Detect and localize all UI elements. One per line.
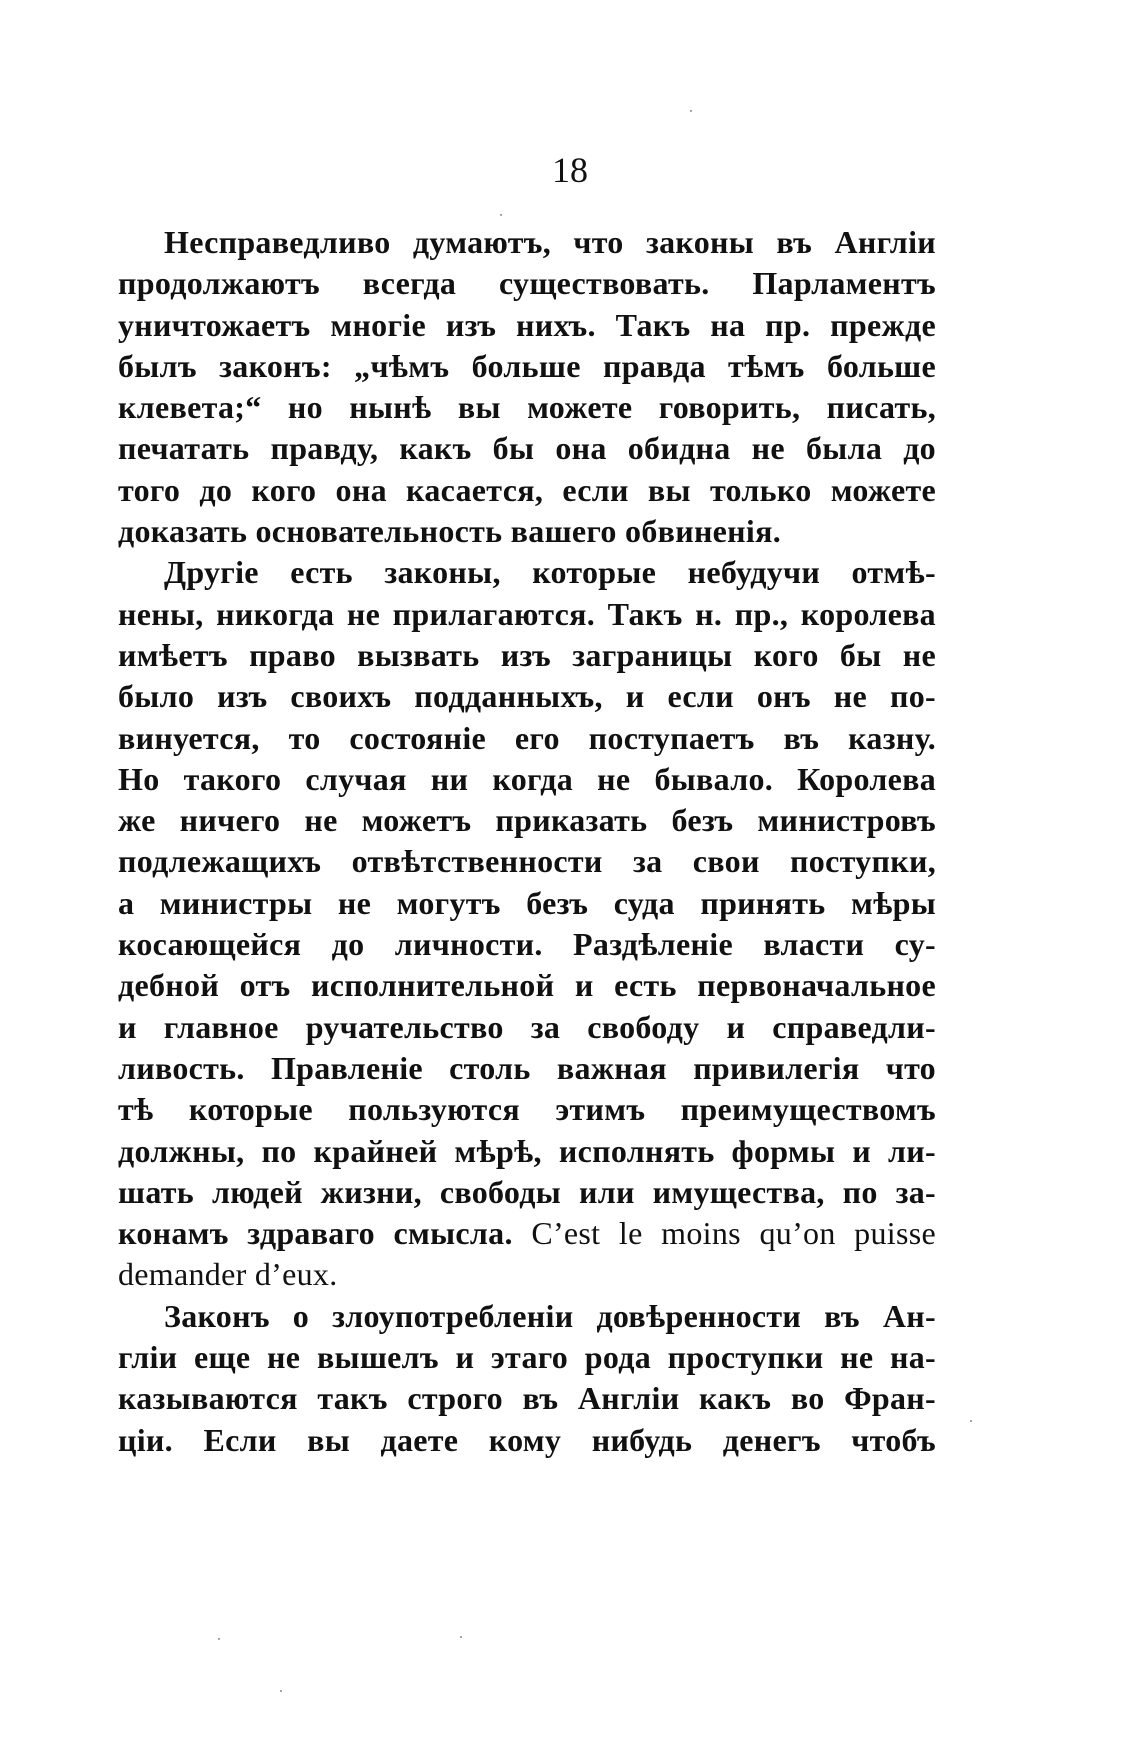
scan-speck [280, 1690, 282, 1692]
scan-speck [500, 214, 502, 216]
text-line: должны, по крайней мѣрѣ, исполнять формы и ли- [118, 1132, 936, 1169]
text-line: казываются такъ строго въ Англіи какъ во Фран- [118, 1380, 936, 1417]
text-line-mixed [118, 1213, 936, 1254]
scan-speck [460, 1636, 462, 1638]
page-number: 18 [552, 150, 588, 190]
text-line: demander d’eux. [118, 1256, 338, 1293]
text-line: ливость. Правленіе столь важная привилегія что [118, 1049, 936, 1086]
text-line: былъ законъ: „чѣмъ больше правда тѣмъ больше [118, 347, 936, 384]
text-line: Но такого случая ни когда не бывало. Королева [118, 760, 936, 797]
text-line: Несправедливо думаютъ, что законы въ Англіи [164, 224, 936, 260]
text-line: продолжаютъ всегда существовать. Парламентъ [118, 265, 936, 302]
latin-phrase: C’est le moins qu’on puisse [531, 1215, 936, 1252]
text-line: клевета;“ но нынѣ вы можете говорить, писать, [118, 389, 936, 426]
text-line: дебной отъ исполнительной и есть первоначальное [118, 967, 936, 1004]
text-line: доказать основательность вашего обвиненія. [118, 513, 782, 550]
text-line: было изъ своихъ подданныхъ, и если онъ не по- [118, 678, 936, 715]
text-line: винуется, то состояніе его поступаетъ въ казну. [118, 719, 936, 756]
text-line: косающейся до личности. Раздѣленіе власти су- [118, 926, 936, 963]
text-line: имѣетъ право вызвать изъ заграницы кого бы не [118, 636, 936, 673]
text-line: печатать правду, какъ бы она обидна не была до [118, 430, 936, 467]
text-line: шать людей жизни, свободы или имущества, по за- [118, 1173, 936, 1210]
text-line: ціи. Если вы даете кому нибудь денегъ чтобъ [118, 1421, 936, 1458]
text-line: Законъ о злоупотребленіи довѣренности въ Ан- [164, 1297, 936, 1334]
text-line: и главное ручательство за свободу и справедли- [118, 1008, 936, 1045]
text-line: того до кого она касается, если вы только можете [118, 471, 936, 508]
body-text [118, 222, 936, 1461]
text-line: Другіе есть законы, которые небудучи отмѣ- [164, 554, 936, 591]
text-line: подлежащихъ отвѣтственности за свои поступки, [118, 843, 936, 880]
text-fragment: конамъ здраваго смысла. [118, 1215, 513, 1252]
text-line: же ничего не можетъ приказать безъ министровъ [118, 802, 936, 839]
scan-speck [690, 110, 692, 112]
text-line: нены, никогда не прилагаются. Такъ н. пр., королева [118, 595, 936, 632]
text-line: тѣ которые пользуются этимъ преимуществомъ [118, 1091, 936, 1128]
text-line: а министры не могутъ безъ суда принять мѣры [118, 884, 936, 921]
scan-speck [218, 1638, 220, 1640]
text-line: уничтожаетъ многіе изъ нихъ. Такъ на пр. прежде [118, 306, 936, 343]
scan-speck [970, 1420, 972, 1422]
text-line: гліи еще не вышелъ и этаго рода проступки не на- [118, 1339, 936, 1376]
